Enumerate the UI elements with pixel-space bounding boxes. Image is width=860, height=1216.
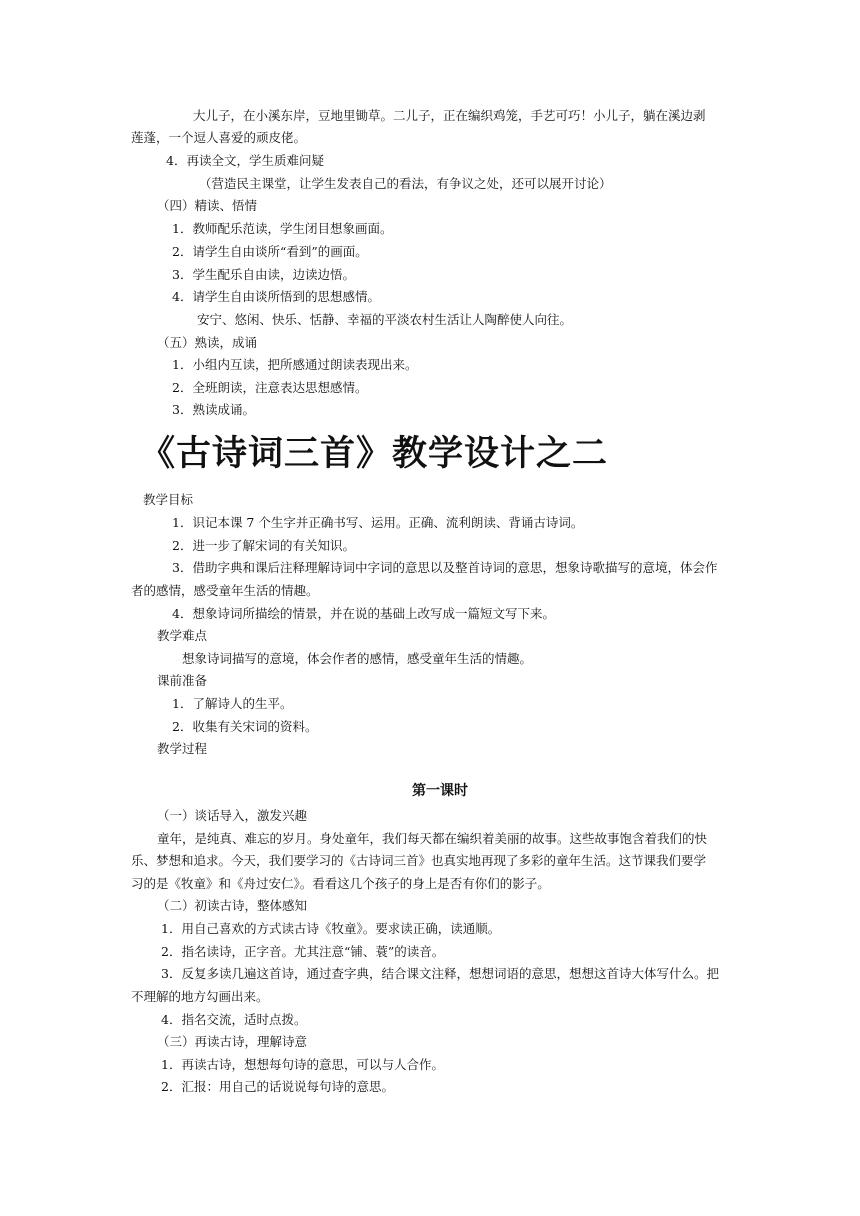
list-item: 1．用自己喜欢的方式读古诗《牧童》。要求读正确，读通顺。 [161,921,501,936]
document-title: 《古诗词三首》教学设计之二 [140,434,609,474]
paragraph-line: 想象诗词描写的意境，体会作者的感情，感受童年生活的情趣。 [182,651,533,666]
paragraph-line: 童年，是纯真、难忘的岁月。身处童年，我们每天都在编织着美丽的故事。这些故事饱含着我们的快 [157,831,708,846]
paragraph-line: 乐、梦想和追求。今天，我们要学习的《古诗词三首》也真实地再现了多彩的童年生活。这节课我们要学 [131,853,707,868]
list-item: 4．想象诗词所描绘的情景，并在说的基础上改写成一篇短文写下来。 [172,606,555,621]
list-item: 2．全班朗读，注意表达思想感情。 [172,380,368,395]
section-heading: （一）谈话导入，激发兴趣 [157,808,308,823]
section-heading: 教学目标 [143,492,194,507]
section-heading: （三）再读古诗，理解诗意 [157,1034,308,1049]
section-heading: （四）精读、悟情 [157,198,258,213]
list-item: 3．熟读成诵。 [172,402,255,417]
list-item: 2．指名读诗，正字音。尤其注意“铺、蓑”的读音。 [161,944,445,959]
note-line: （营造民主课堂，让学生发表自己的看法，有争议之处，还可以展开讨论） [199,176,612,191]
list-item: 2．请学生自由谈所“看到”的画面。 [172,244,368,259]
list-item: 2．汇报：用自己的话说说每句诗的意思。 [161,1079,394,1094]
list-item: 4．再读全文，学生质难问疑 [166,153,324,168]
paragraph-line: 安宁、悠闲、快乐、恬静、幸福的平淡农村生活让人陶醉使人向往。 [197,312,573,327]
list-item: 4．指名交流，适时点拨。 [161,1012,307,1027]
list-item: 1．了解诗人的生平。 [172,696,293,711]
list-item: 1．教师配乐范读，学生闭目想象画面。 [172,221,393,236]
list-item: 3．学生配乐自由读，边读边悟。 [172,267,355,282]
paragraph-line: 者的感情，感受童年生活的情趣。 [131,583,319,598]
list-item: 3．借助字典和课后注释理解诗词中字词的意思以及整首诗词的意思，想象诗歌描写的意境，体会作 [172,560,718,575]
section-heading: （五）熟读，成诵 [157,335,258,350]
section-heading: （二）初读古诗，整体感知 [157,898,308,913]
list-item: 2．进一步了解宋词的有关知识。 [172,538,355,553]
paragraph-line: 不理解的地方勾画出来。 [131,989,269,1004]
section-heading: 教学过程 [157,741,208,756]
section-heading: 教学难点 [157,628,208,643]
list-item: 1．识记本课 7 个生字并正确书写、运用。正确、流利朗读、背诵古诗词。 [172,515,584,530]
lesson-heading: 第一课时 [412,783,468,799]
list-item: 1．再读古诗，想想每句诗的意思，可以与人合作。 [161,1057,444,1072]
paragraph-line: 习的是《牧童》和《舟过安仁》。看看这几个孩子的身上是否有你们的影子。 [131,876,550,891]
paragraph-line: 莲蓬，一个逗人喜爱的顽皮佬。 [131,130,307,145]
section-heading: 课前准备 [157,673,208,688]
list-item: 4．请学生自由谈所悟到的思想感情。 [172,289,380,304]
list-item: 3．反复多读几遍这首诗，通过查字典，结合课文注释，想想词语的意思，想想这首诗大体写什么。把 [161,966,719,981]
paragraph-line: 大儿子，在小溪东岸，豆地里锄草。二儿子，正在编织鸡笼，手艺可巧！小儿子，躺在溪边剥 [193,108,706,123]
list-item: 1．小组内互读，把所感通过朗读表现出来。 [172,357,418,372]
list-item: 2．收集有关宋词的资料。 [172,719,318,734]
